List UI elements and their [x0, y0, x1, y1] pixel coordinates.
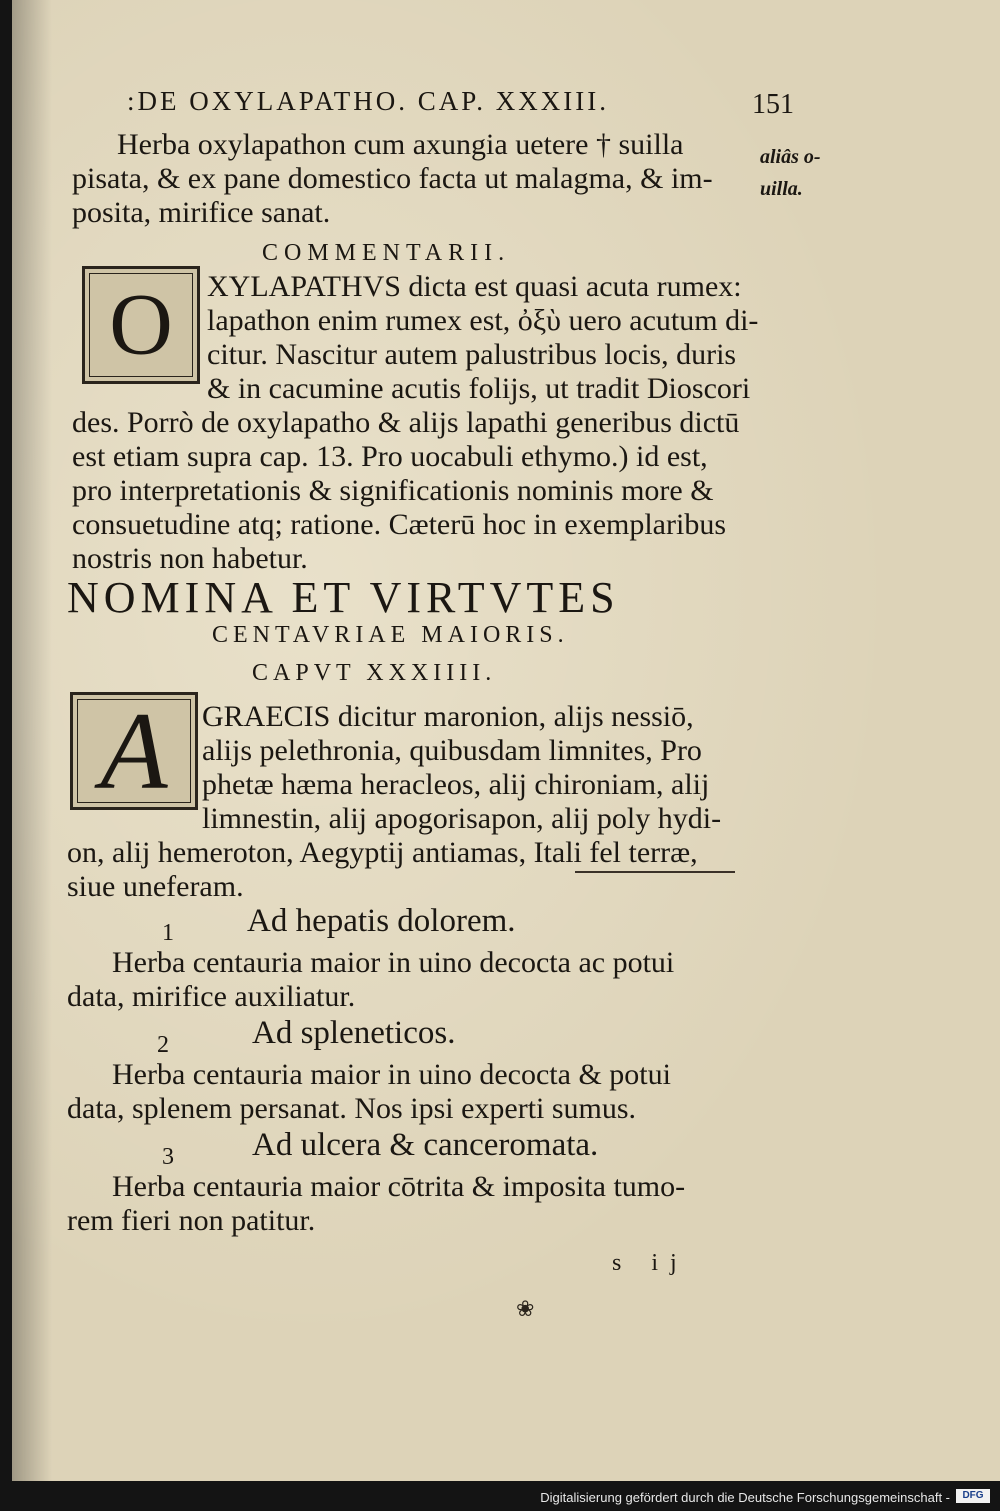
ink-underline [575, 871, 735, 873]
chapter-subtitle: CENTAVRIAE MAIORIS. [212, 622, 569, 648]
text-line: XYLAPATHVS dicta est quasi acuta rumex: [207, 270, 742, 303]
decorated-initial-o [82, 266, 200, 384]
footer-bar [0, 1481, 1000, 1511]
text-line: Herba oxylapathon cum axungia uetere † suilla [117, 128, 684, 161]
initial-letter: O [109, 276, 173, 374]
funding-notice: Digitalisierung gefördert durch die Deutsche Forschungsgemeinschaft - [540, 1490, 950, 1505]
text-line: on, alij hemeroton, Aegyptij antiamas, Itali fel terræ, [67, 836, 698, 869]
text-line: Herba centauria maior in uino decocta ac potui [112, 946, 675, 979]
initial-letter: A [100, 689, 168, 812]
ink-blot-ornament: ❀ [516, 1296, 535, 1321]
remedy-number: 3 [162, 1144, 174, 1170]
remedy-number: 2 [157, 1032, 169, 1058]
text-line: pisata, & ex pane domestico facta ut malagma, & im- [72, 162, 713, 195]
text-line: data, splenem persanat. Nos ipsi experti sumus. [67, 1092, 637, 1125]
book-page [12, 0, 1000, 1481]
dfg-logo: DFG [956, 1489, 990, 1503]
remedy-title: Ad spleneticos. [252, 1015, 456, 1051]
commentary-heading: COMMENTARII. [262, 240, 511, 266]
text-line: posita, mirifice sanat. [72, 196, 331, 229]
text-line: rem fieri non patitur. [67, 1204, 316, 1237]
text-line: alijs pelethronia, quibusdam limnites, Pro [202, 734, 702, 767]
folio-number: 151 [752, 89, 794, 120]
text-line: nostris non habetur. [72, 542, 308, 575]
text-line: citur. Nascitur autem palustribus locis, duris [207, 338, 737, 371]
text-line: Herba centauria maior cōtrita & imposita tumo- [112, 1170, 686, 1203]
text-line: GRAECIS dicitur maronion, alijs nessiō, [202, 700, 694, 733]
text-line: lapathon enim rumex est, ὀξὺ uero acutum di- [207, 304, 759, 337]
margin-note: aliâs o- [760, 146, 821, 168]
text-line: consuetudine atq; ratione. Cæterū hoc in exemplaribus [72, 508, 726, 541]
text-line: des. Porrò de oxylapatho & alijs lapathi generibus dictū [72, 406, 740, 439]
remedy-number: 1 [162, 920, 174, 946]
running-head: :DE OXYLAPATHO. CAP. XXXIII. [127, 86, 610, 116]
remedy-title: Ad ulcera & canceromata. [252, 1127, 599, 1163]
decorated-initial-a [70, 689, 198, 812]
remedy-title: Ad hepatis dolorem. [247, 903, 516, 939]
text-line: pro interpretationis & significationis nominis more & [72, 474, 714, 507]
text-line: data, mirifice auxiliatur. [67, 980, 356, 1013]
chapter-number: CAPVT XXXIIII. [252, 660, 497, 686]
signature-mark: s ij [612, 1250, 689, 1276]
text-line: phetæ hæma heracleos, alij chironiam, alij [202, 768, 710, 801]
text-line: & in cacumine acutis folijs, ut tradit Dioscori [207, 372, 751, 405]
text-line: siue uneferam. [67, 870, 244, 903]
text-line: limnestin, alij apogorisapon, alij poly hydi- [202, 802, 722, 835]
margin-note: uilla. [760, 178, 803, 200]
text-line: est etiam supra cap. 13. Pro uocabuli ethymo.) id est, [72, 440, 708, 473]
text-line: Herba centauria maior in uino decocta & potui [112, 1058, 671, 1091]
chapter-title: NOMINA ET VIRTVTES [67, 573, 620, 622]
